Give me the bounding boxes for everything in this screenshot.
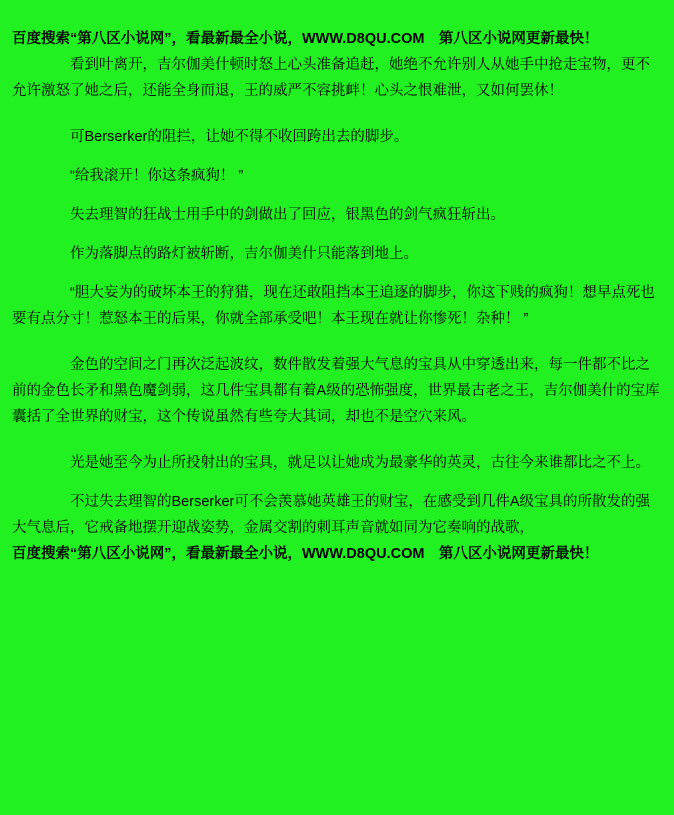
spacer	[12, 104, 662, 124]
paragraph-8: 光是她至今为止所投射出的宝具，就足以让她成为最豪华的英灵，古往今来谁都比之不上。	[70, 455, 650, 471]
paragraph-3: “给我滚开！你这条疯狗！ ”	[70, 168, 244, 184]
paragraph-7: 金色的空间之门再次泛起波纹，数件散发着强大气息的宝具从中穿透出来，每一件都不比之前的金色长矛和黑色魔剑弱，这几件宝具都有着A级的恐怖强度，世界最古老之王，吉尔伽美什的宝库囊括了全世界的财宝，这个传说虽然有些夸大其词，却也不是空穴来风。	[12, 357, 660, 425]
spacer	[12, 189, 662, 202]
spacer	[12, 150, 662, 163]
paragraph-5: 作为落脚点的路灯被斩断，吉尔伽美什只能落到地上。	[70, 246, 418, 262]
paragraph-2: 可Berserker的阻拦，让她不得不收回跨出去的脚步。	[70, 129, 409, 145]
paragraph-9: 不过失去理智的Berserker可不会羡慕她英雄王的财宝，在感受到几件A级宝具的所散发的强大气息后，它戒备地摆开迎战姿势，金属交割的刺耳声音就如同为它奏响的战歌，	[12, 494, 651, 536]
spacer	[12, 267, 662, 280]
paragraph-4: 失去理智的狂战士用手中的剑做出了回应，银黑色的剑气疯狂斩出。	[70, 207, 505, 223]
spacer	[12, 228, 662, 241]
spacer	[12, 430, 662, 450]
spacer	[12, 332, 662, 352]
spacer	[12, 476, 662, 489]
paragraph-6: “胆大妄为的破坏本王的狩猎，现在还敢阻挡本王追逐的脚步，你这下贱的疯狗！想早点死也要有点分寸！惹怒本王的后果，你就全部承受吧！本王现在就让你惨死！杂种！ ”	[12, 285, 655, 327]
header-promo-text: 百度搜索“第八区小说网”，看最新最全小说，WWW.D8QU.COM 第八区小说网更新最快！	[12, 31, 599, 47]
paragraph-1: 看到叶离开，吉尔伽美什顿时怒上心头准备追赶，她绝不允许别人从她手中抢走宝物，更不允许激怒了她之后，还能全身而退，王的威严不容挑衅！心头之恨难泄，又如何罢休！	[12, 57, 650, 99]
footer-promo-text: 百度搜索“第八区小说网”，看最新最全小说，WWW.D8QU.COM 第八区小说网更新最快！	[12, 546, 599, 562]
